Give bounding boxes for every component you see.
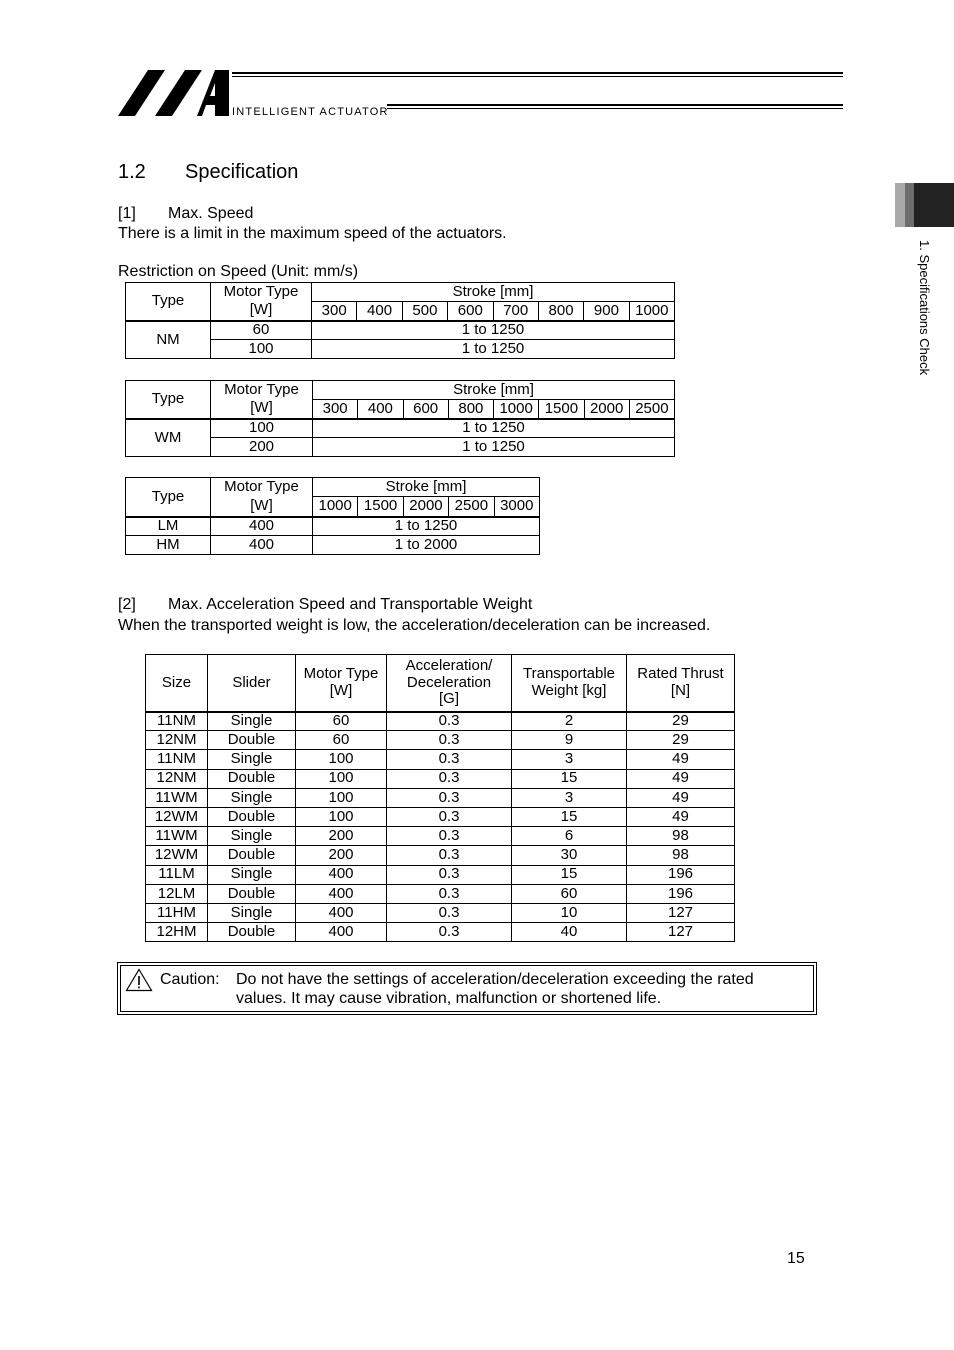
stroke-value: 800: [538, 302, 583, 321]
stroke-value: 600: [448, 302, 493, 321]
thrust-cell: 29: [627, 712, 735, 731]
stroke-value: 1500: [539, 400, 584, 419]
size-cell: 12NM: [146, 769, 208, 788]
range-cell: 1 to 1250: [312, 340, 675, 359]
acceleration-cell: 0.3: [387, 884, 512, 903]
weight-cell: 15: [512, 769, 627, 788]
size-cell: 12WM: [146, 846, 208, 865]
weight-cell: 2: [512, 712, 627, 731]
motor-cell: 400: [211, 536, 313, 555]
slider-cell: Single: [208, 827, 296, 846]
subsection-1-text: There is a limit in the maximum speed of the actuators.: [118, 225, 507, 242]
motor-cell: 200: [211, 438, 313, 457]
size-cell: 12NM: [146, 731, 208, 750]
thrust-cell: 49: [627, 788, 735, 807]
slider-cell: Double: [208, 923, 296, 942]
chapter-tab: [895, 183, 954, 227]
stroke-value: 700: [493, 302, 538, 321]
table-row: [146, 788, 735, 807]
header-size: Size: [146, 655, 208, 712]
motor-cell: 100: [296, 788, 387, 807]
logo-text: INTELLIGENT ACTUATOR: [232, 106, 389, 118]
acceleration-cell: 0.3: [387, 923, 512, 942]
header-stroke: Stroke [mm]: [313, 478, 540, 497]
header-weight: Transportable Weight [kg]: [512, 655, 627, 712]
header-type: Type: [126, 283, 211, 321]
type-cell: WM: [126, 419, 211, 457]
range-cell: 1 to 1250: [313, 419, 675, 438]
type-cell: NM: [126, 321, 211, 359]
acceleration-cell: 0.3: [387, 865, 512, 884]
table-row: [146, 884, 735, 903]
size-cell: 11NM: [146, 712, 208, 731]
table-row: [146, 865, 735, 884]
header-type: Type: [126, 478, 211, 517]
acceleration-cell: 0.3: [387, 846, 512, 865]
range-cell: 1 to 1250: [312, 321, 675, 340]
table-row: [146, 903, 735, 922]
chapter-tab-label: 1. Specifications Check: [917, 240, 932, 376]
size-cell: 11LM: [146, 865, 208, 884]
size-cell: 11HM: [146, 903, 208, 922]
table-row: [146, 731, 735, 750]
weight-cell: 10: [512, 903, 627, 922]
speed-table-lm-hm: [125, 477, 540, 555]
stroke-value: 1500: [358, 497, 403, 517]
size-cell: 12LM: [146, 884, 208, 903]
acceleration-cell: 0.3: [387, 769, 512, 788]
range-cell: 1 to 1250: [313, 438, 675, 457]
speed-table-wm: [125, 380, 675, 457]
acceleration-cell: 0.3: [387, 903, 512, 922]
motor-cell: 100: [211, 419, 313, 438]
size-cell: 12HM: [146, 923, 208, 942]
subsection-2-heading: [118, 596, 532, 614]
table-row: [146, 807, 735, 826]
weight-cell: 15: [512, 807, 627, 826]
thrust-cell: 49: [627, 807, 735, 826]
slider-cell: Single: [208, 865, 296, 884]
subsection-2-number: [2]: [118, 596, 136, 613]
size-cell: 11WM: [146, 827, 208, 846]
table-row: [146, 712, 735, 731]
stroke-value: 2000: [403, 497, 448, 517]
motor-cell: 100: [296, 807, 387, 826]
thrust-cell: 127: [627, 923, 735, 942]
slider-cell: Double: [208, 731, 296, 750]
stroke-value: 600: [403, 400, 448, 419]
thrust-cell: 196: [627, 865, 735, 884]
stroke-value: 900: [584, 302, 629, 321]
stroke-value: 2500: [449, 497, 494, 517]
subsection-1-heading: [118, 205, 253, 223]
weight-cell: 9: [512, 731, 627, 750]
motor-cell: 200: [296, 846, 387, 865]
weight-cell: 60: [512, 884, 627, 903]
motor-cell: 200: [296, 827, 387, 846]
header-motor-unit: [W]: [211, 497, 313, 517]
slider-cell: Double: [208, 807, 296, 826]
header-motor-type: Motor Type: [211, 381, 313, 400]
slider-cell: Single: [208, 750, 296, 769]
motor-cell: 60: [296, 731, 387, 750]
header-stroke: Stroke [mm]: [312, 283, 675, 302]
thrust-cell: 29: [627, 731, 735, 750]
header-thrust: Rated Thrust [N]: [627, 655, 735, 712]
slider-cell: Double: [208, 846, 296, 865]
page-number: 15: [787, 1250, 805, 1267]
caution-line-1: Do not have the settings of acceleration/deceleration exceeding the rated: [236, 971, 754, 988]
speed-table-nm: [125, 282, 675, 359]
subsection-1-title: Max. Speed: [168, 205, 254, 222]
thrust-cell: 49: [627, 750, 735, 769]
thrust-cell: 98: [627, 827, 735, 846]
thrust-cell: 127: [627, 903, 735, 922]
weight-cell: 30: [512, 846, 627, 865]
warning-icon: [125, 968, 153, 992]
header-type: Type: [126, 381, 211, 419]
motor-cell: 400: [296, 865, 387, 884]
size-cell: 11NM: [146, 750, 208, 769]
motor-cell: 400: [211, 517, 313, 536]
subsection-2-title: Max. Acceleration Speed and Transportable Weight: [168, 596, 533, 613]
table-row: [146, 827, 735, 846]
iai-logo: [118, 69, 230, 117]
acceleration-cell: 0.3: [387, 827, 512, 846]
header-acceleration: Acceleration/ Deceleration [G]: [387, 655, 512, 712]
slider-cell: Double: [208, 884, 296, 903]
stroke-value: 500: [402, 302, 447, 321]
motor-cell: 100: [211, 340, 312, 359]
slider-cell: Double: [208, 769, 296, 788]
stroke-value: 800: [448, 400, 493, 419]
header-stroke: Stroke [mm]: [313, 381, 675, 400]
motor-cell: 60: [296, 712, 387, 731]
weight-cell: 3: [512, 750, 627, 769]
caution-label: Caution:: [160, 971, 220, 988]
header-slider: Slider: [208, 655, 296, 712]
type-cell: HM: [126, 536, 211, 555]
subsection-2-text: When the transported weight is low, the acceleration/deceleration can be increased.: [118, 617, 711, 634]
stroke-value: 1000: [313, 497, 358, 517]
section-title: Specification: [185, 161, 299, 183]
motor-cell: 100: [296, 769, 387, 788]
slider-cell: Single: [208, 903, 296, 922]
table-row: [146, 923, 735, 942]
stroke-value: 2000: [584, 400, 629, 419]
header-motor-unit: [W]: [211, 302, 312, 321]
size-cell: 11WM: [146, 788, 208, 807]
stroke-value: 400: [357, 302, 402, 321]
caution-box: [117, 962, 817, 1015]
header-motor-type: Motor Type: [211, 283, 312, 302]
stroke-value: 2500: [629, 400, 674, 419]
range-cell: 1 to 2000: [313, 536, 540, 555]
acceleration-cell: 0.3: [387, 750, 512, 769]
weight-cell: 40: [512, 923, 627, 942]
caution-line-2: values. It may cause vibration, malfunction or shortened life.: [236, 990, 662, 1007]
table-row: [146, 846, 735, 865]
acceleration-cell: 0.3: [387, 788, 512, 807]
motor-cell: 60: [211, 321, 312, 340]
weight-cell: 3: [512, 788, 627, 807]
header-motor-unit: [W]: [211, 400, 313, 419]
motor-cell: 400: [296, 884, 387, 903]
range-cell: 1 to 1250: [313, 517, 540, 536]
slider-cell: Single: [208, 788, 296, 807]
acceleration-cell: 0.3: [387, 731, 512, 750]
acceleration-table: [145, 654, 735, 942]
size-cell: 12WM: [146, 807, 208, 826]
table-row: [146, 750, 735, 769]
section-number: 1.2: [118, 161, 146, 183]
acceleration-cell: 0.3: [387, 712, 512, 731]
section-heading: [118, 161, 298, 184]
stroke-value: 1000: [629, 302, 674, 321]
stroke-value: 300: [313, 400, 358, 419]
weight-cell: 15: [512, 865, 627, 884]
stroke-value: 400: [358, 400, 403, 419]
weight-cell: 6: [512, 827, 627, 846]
motor-cell: 400: [296, 903, 387, 922]
header-motor-type: Motor Type: [211, 478, 313, 497]
slider-cell: Single: [208, 712, 296, 731]
stroke-value: 300: [312, 302, 357, 321]
header-motor-type: Motor Type [W]: [296, 655, 387, 712]
thrust-cell: 49: [627, 769, 735, 788]
motor-cell: 400: [296, 923, 387, 942]
thrust-cell: 98: [627, 846, 735, 865]
speed-table-caption: Restriction on Speed (Unit: mm/s): [118, 263, 359, 280]
subsection-1-number: [1]: [118, 205, 136, 222]
acceleration-cell: 0.3: [387, 807, 512, 826]
type-cell: LM: [126, 517, 211, 536]
stroke-value: 1000: [494, 400, 539, 419]
motor-cell: 100: [296, 750, 387, 769]
stroke-value: 3000: [494, 497, 539, 517]
thrust-cell: 196: [627, 884, 735, 903]
table-row: [146, 769, 735, 788]
